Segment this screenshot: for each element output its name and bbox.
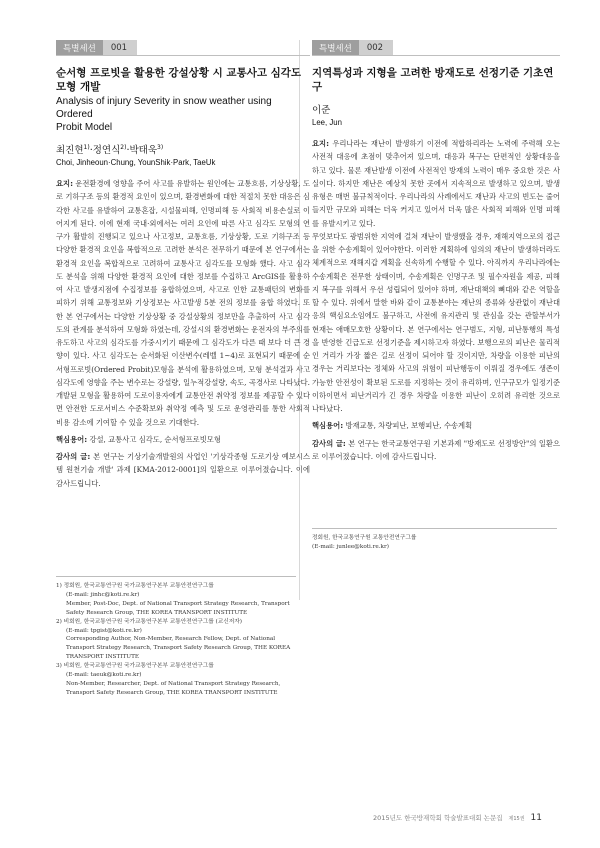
author-en: Lee, Jun (312, 118, 342, 127)
footnote: 2) 비회원, 한국교통연구원 국가교통연구본부 교통안전연구그룹 (교신저자) (E-mail: tpgist@koti.re.kr) Corresponding Author, Non-Member, Research Fellow, Dept. of National Transport Strategy Research, Transport Safety Research Group, THE KOREA TRANSPORT INSTITUTE (56, 618, 291, 661)
section-header (312, 40, 560, 56)
session-number: 002 (359, 40, 393, 55)
session-badge: 특별세션 (312, 40, 359, 55)
section-header (56, 40, 310, 56)
authors-ko: 최진현$^{1)}$·정연식$^{2)}$·박태욱$^{3)}$ (56, 143, 164, 156)
left-footnotes (56, 576, 296, 698)
keywords: 핵심용어: 방재교통, 차량피난, 보행피난, 수송계획 (312, 421, 473, 431)
right-column (312, 40, 560, 463)
footnote: 1) 정회원, 한국교통연구원 국가교통연구본부 교통안전연구그룹 (E-mail: jinhc@koti.re.kr) Member, Post-Doc, Dept. of National Transport Strategy Research, Transport Safety Research Group, THE KOREA TRANSPORT INSTITUTE (56, 583, 290, 616)
journal-name: 2015년도 한국방재학회 학술발표대회 논문집 (373, 814, 503, 822)
right-footnotes: 정회원, 한국교통연구원 교통안전연구그룹 (E-mail: junlee@koti.re.kr) (312, 528, 557, 552)
page-footer (373, 813, 542, 823)
volume-mark: 제15권 (508, 816, 525, 822)
authors-en: Choi, Jinheoun·Chung, YounShik·Park, TaeUk (56, 158, 216, 167)
acknowledgement: 감사의 글: 본 연구는 한국교통연구원 기본과제 "방재도로 선정방안"의 일환으로 이루어졌습니다. 이에 감사드립니다. (312, 438, 561, 461)
session-badge: 특별세션 (56, 40, 103, 55)
left-column (56, 40, 310, 490)
abstract: 요지: 운전환경에 영향을 주어 사고를 유발하는 원인에는 교통흐름, 기상상황, 도로 기하구조 등의 환경적 요인이 있으며, 환경변화에 대한 적절치 못한 대응은 심각한 사고를 유발하여 교통혼잡, 시설물피해, 인명피해 등 사회적 비용손실로 이어지게 된다. 이에 현재 국내·외에서는 여러 요인에 따른 사고 심각도 모형의 연구가 활발히 진행되고 있으나 사고정보, 교통흐름, 기상상황, 도로 기하구조 등 다양한 환경적 요인을 복합적으로 고려한 분석은 전무하기 때문에 본 연구에서는 환경적 요인을 복합적으로 고려하여 교통사고 심각도를 모형화 했다. 사고 심각도 분석을 위해 다양한 환경적 요인에 대한 정보를 수집하고 ArcGIS를 활용하여 사고 발생지점에 수집정보를 융합하였으며, 사고로 인한 교통패턴의 변화를 피하기 위해 교통정보와 기상정보는 사고발생 5분 전의 정보를 융합 하였다. 또한 본 연구에서는 다양한 기상상황 중 강설상황의 정보만을 추출하여 사고 심각도의 관계를 분석하여 모형화 하였는데, 강설시의 환경변화는 운전자의 부주의를 유도하고 사고의 심각도를 가중시키기 때문에 그 심각도가 다른 때 보다 더 큰 경향이 있다. 사고 심각도는 순서화된 이산변수(레벨 1~4)로 표현되기 때문에 순서형프로빗(Ordered Probit)모형을 분석에 활용하였으며, 모형 분석결과 사고 심각도에 영향을 주는 변수로는 강설량, 일누적강설량, 속도, 곡경사로 나타났다. 개발된 모형을 활용하여 도로이용자에게 교통안전 취약정 정보를 제공할 수 있다면 안전한 도로서비스 수준확보와 취약정 예측 및 도로 운영관리를 통한 사회적 비용 감소에 기여할 수 있을 것으로 기대한다. (56, 179, 310, 427)
page-number: 11 (530, 813, 542, 823)
session-number: 001 (103, 40, 137, 55)
footnote: 3) 비회원, 한국교통연구원 국가교통연구본부 교통안전연구그룹 (E-mail: taeuk@koti.re.kr) Non-Member, Researcher, Dept. of National Transport Strategy Research, Transport Safety Research Group, THE KOREA TRANSPORT INSTITUTE (56, 663, 281, 696)
keywords: 핵심용어: 강설, 교통사고 심각도, 순서형프로빗모형 (56, 434, 221, 444)
acknowledgement: 감사의 글: 본 연구는 기상기술개발원의 사업인 '기상각종형 도로기상 예보시스템 원천기술 개발' 과제 [KMA-2012-0001]의 일환으로 이루어졌습니다. 이에 감사드립니다. (56, 452, 310, 488)
paper-title-ko: 지역특성과 지형을 고려한 방재도로 선정기준 기초연구 (312, 67, 554, 93)
paper-title-en: Analysis of injury Severity in snow weather using Ordered Probit Model (56, 96, 272, 133)
author-ko: 이준 (312, 105, 331, 116)
abstract: 요지: 우리나라는 재난이 발생하기 이전에 적합하리라는 노력에 주력해 오는 사전적 대응에 초점이 맞추어져 있으며, 대응과 복구는 단편적인 상황대응을 하고 있다. 물론 재난발생 이전에 사전적인 방재의 노력이 매우 중요한 것은 사실이다. 하지만 재난은 예상치 못한 곳에서 지속적으로 발생하고 있으며, 발생유형은 매번 불규칙적이다. 우리나라의 사례에서도 재난과 사고의 빈도는 줄어들지만 규모와 피해는 더욱 커지고 있어서 더욱 많은 사회적 피해와 인명 피해를 유발시키고 있다. 무엇보다도 광범위한 지역에 걸쳐 재난이 발생했을 경우, 재해지역으로의 접근을 위한 수송계획이 있어야한다. 이러한 계획하에 임의의 재난이 발생하더라도 체계적으로 재해지갑 계획을 신속하게 수행할 수 있다. 아직까지 우리나라에는 수송계획은 전무한 상태이며, 수송계획은 인명구조 및 필수자원을 제공, 피해지 복구를 위해서 우선 성립되어 있어야 하며, 재난대책의 뼈대와 같은 역할을 할 수 있다. 위에서 말한 바와 같이 교통분야는 재난의 종류와 상관없이 재난대응의 핵심요소임에도 불구하고, 사전에 유지관리 및 관심을 갖는 관할부서가 현재는 애매모호한 상황이다. 본 연구에서는 연구범도, 지형, 피난통행의 특성을 반영한 긴급도로 선정기준을 제시하고자 하였다. 보행으로의 피난은 물리적인 거리가 가장 짧은 길로 선정이 되어야 할 것이지만, 차량을 이용한 피난의 경우는 거리보다는 정체와 사고의 위험이 피난행동이 이뤄질 경우에도 생존이 가능한 안전성이 확보된 도로를 지정하는 것이 유리하며, 인구규모가 일정기준 이하이면서 피난거리가 긴 경우 차량을 이용한 피난이 오히려 유리한 것으로 나타났다. (312, 139, 560, 413)
paper-title-ko: 순서형 프로빗을 활용한 강설상황 시 교통사고 심각도 모형 개발 (56, 67, 302, 93)
